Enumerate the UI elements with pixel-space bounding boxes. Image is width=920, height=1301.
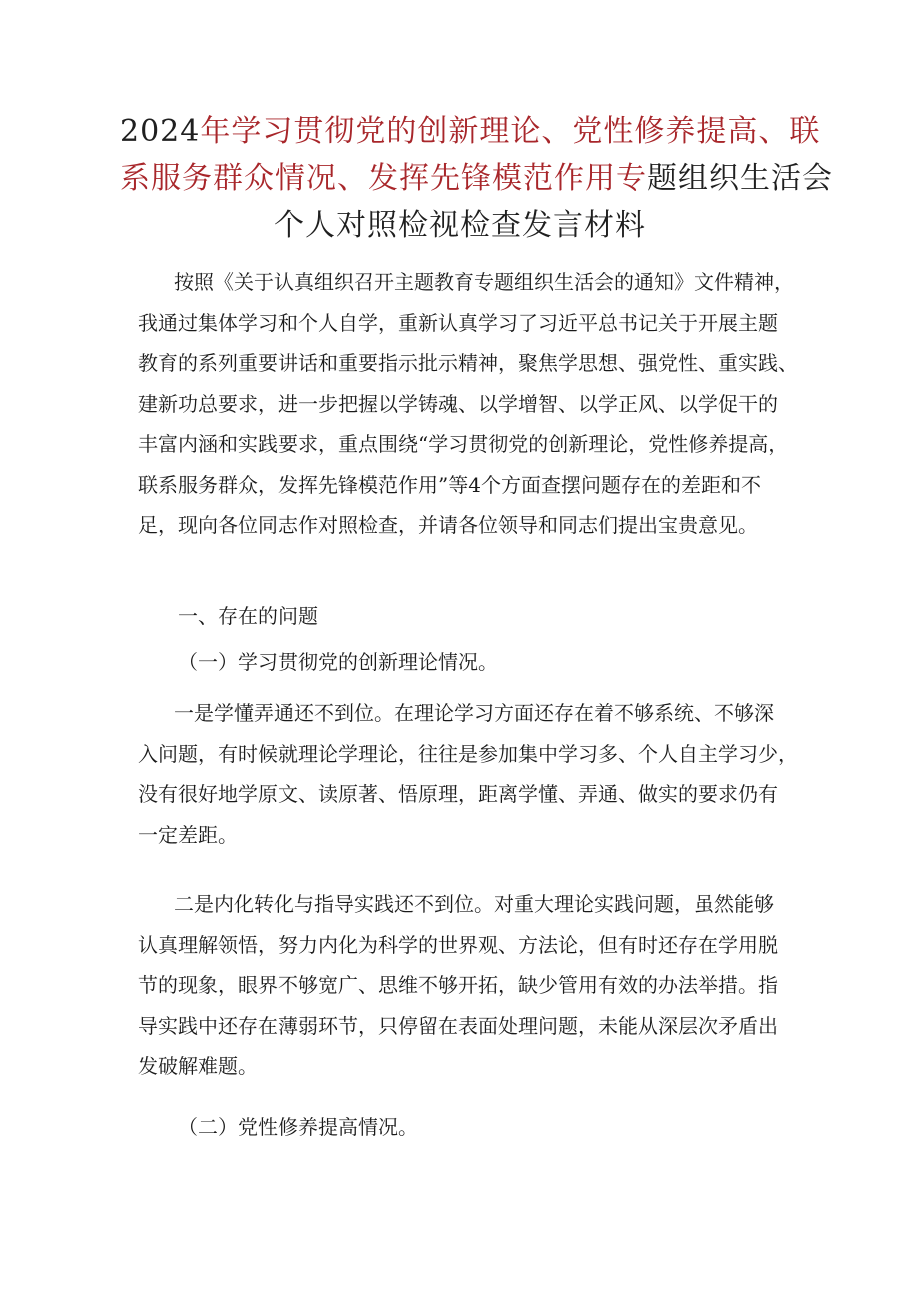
point-2-line: 认真理解领悟，努力内化为科学的世界观、方法论，但有时还存在学用脱 bbox=[138, 932, 778, 957]
title-line-2-red: 系服务群众情况、发挥先锋模范作用专 bbox=[120, 161, 647, 196]
title-year: 2024 bbox=[120, 114, 201, 149]
title-line-3: 个人对照检视检查发言材料 bbox=[274, 208, 646, 243]
point-2-paragraph bbox=[138, 884, 794, 1087]
point-1-line: 一是学懂弄通还不到位。在理论学习方面还存在着不够系统、不够深 bbox=[174, 701, 774, 725]
title-line-1-text: 年学习贯彻党的创新理论、党性修养提高、联 bbox=[200, 114, 821, 149]
intro-line: 建新功总要求，进一步把握以学铸魂、以学增智、以学正风、以学促干的 bbox=[138, 391, 778, 416]
document-title bbox=[120, 108, 833, 249]
intro-line: 联系服务群众，发挥先锋模范作用”等4个方面查摆问题存在的差距和不 bbox=[138, 472, 761, 497]
point-1-line: 一定差距。 bbox=[138, 822, 238, 847]
point-1-line: 没有很好地学原文、读原著、悟原理，距离学懂、弄通、做实的要求仍有 bbox=[138, 782, 778, 806]
intro-line: 我通过集体学习和个人自学，重新认真学习了习近平总书记关于开展主题 bbox=[138, 310, 778, 335]
point-1-line: 入问题，有时候就理论学理论，往往是参加集中学习多、个人自主学习少， bbox=[138, 741, 798, 766]
intro-line: 教育的系列重要讲话和重要指示批示精神，聚焦学思想、强党性、重实践、 bbox=[138, 351, 798, 375]
section-heading-1: 一、存在的问题 bbox=[178, 604, 318, 628]
point-2-line: 节的现象，眼界不够宽广、思维不够开拓，缺少管用有效的办法举措。指 bbox=[138, 973, 778, 997]
title-line-2 bbox=[120, 155, 833, 202]
intro-paragraph bbox=[138, 262, 798, 546]
point-2-line: 导实践中还存在薄弱环节，只停留在表面处理问题，未能从深层次矛盾出 bbox=[138, 1013, 778, 1038]
title-line-2-dark: 题组织生活会 bbox=[647, 161, 833, 196]
point-2-line: 发破解难题。 bbox=[138, 1054, 258, 1078]
point-1-paragraph bbox=[138, 693, 798, 855]
intro-line: 足，现向各位同志作对照检查，并请各位领导和同志们提出宝贵意见。 bbox=[138, 513, 758, 537]
intro-line: 按照《关于认真组织召开主题教育专题组织生活会的通知》文件精神， bbox=[174, 270, 794, 294]
intro-line: 丰富内涵和实践要求，重点围绕“学习贯彻党的创新理论，党性修养提高， bbox=[138, 432, 789, 456]
subsection-heading-2: （二）党性修养提高情况。 bbox=[178, 1115, 418, 1139]
subsection-heading-1: （一）学习贯彻党的创新理论情况。 bbox=[178, 650, 498, 674]
point-2-line: 二是内化转化与指导实践还不到位。对重大理论实践问题，虽然能够 bbox=[174, 892, 774, 916]
title-line-1 bbox=[120, 108, 821, 155]
